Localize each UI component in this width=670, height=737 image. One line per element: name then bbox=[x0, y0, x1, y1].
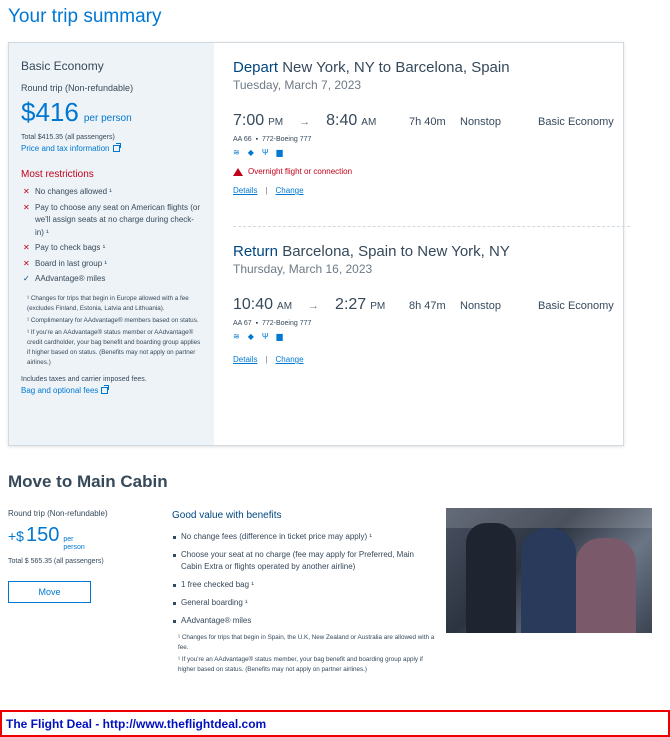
footer-text: The Flight Deal - http://www.theflightdeal.com bbox=[6, 716, 267, 731]
external-link-icon bbox=[101, 387, 108, 394]
bag-fees-link[interactable] bbox=[21, 386, 202, 395]
return-change-link[interactable]: Change bbox=[275, 355, 304, 364]
depart-route: New York, NY to Barcelona, Spain bbox=[282, 59, 510, 76]
move-title: Move to Main Cabin bbox=[8, 472, 168, 491]
restrictions-list bbox=[21, 186, 202, 286]
footer-banner bbox=[0, 710, 670, 737]
return-label: Return bbox=[233, 243, 279, 260]
list-item: ✓ AAdvantage® miles bbox=[21, 273, 202, 286]
depart-time: 7:00 bbox=[233, 112, 265, 129]
flight-info: AA 67 ▪ 772-Boeing 777 bbox=[233, 320, 312, 327]
power-icon: Ψ bbox=[261, 332, 269, 341]
list-item: ✕ Pay to choose any seat on American flights (or we'll assign seats at no charge during check-in) ¹ bbox=[23, 202, 200, 237]
depart-date: Tuesday, March 7, 2023 bbox=[233, 78, 362, 92]
warning-icon bbox=[233, 168, 243, 176]
list-item: General boarding ¹ bbox=[172, 597, 437, 609]
arrive-time: 8:40 bbox=[326, 112, 358, 129]
benefit-notes: ¹ Changes for trips that begin in Spain, the U.K, New Zealand or Australia are allowed with a fee. ¹ If you're an AAdvantage® status member, your bag benefit and boarding group apply if higher based on status. (Benefits may not apply on partner airlines.) bbox=[178, 634, 435, 673]
move-button[interactable]: Move bbox=[8, 581, 91, 603]
arrow-right-icon: → bbox=[308, 300, 320, 312]
x-icon: ✕ bbox=[23, 258, 30, 268]
list-item: 1 free checked bag ¹ bbox=[172, 579, 437, 591]
list-item: ✕ Pay to check bags ¹ bbox=[21, 242, 202, 255]
overnight-warning: Overnight flight or connection bbox=[233, 167, 628, 176]
return-date: Thursday, March 16, 2023 bbox=[233, 262, 373, 276]
cabin: Basic Economy bbox=[538, 300, 614, 312]
cabin: Basic Economy bbox=[538, 116, 614, 128]
mc-trip-type: Round trip (Non-refundable) bbox=[8, 509, 108, 518]
return-details-link[interactable]: Details bbox=[233, 355, 258, 364]
restrictions-title: Most restrictions bbox=[21, 169, 94, 180]
x-icon: ✕ bbox=[23, 202, 30, 212]
depart-segment: Depart New York, NY to Barcelona, Spain Tuesday, March 7, 2023 7:00 PM → 8:40 AM 7h 40m Nonstop Basic Economy AA 66 ▪ 772-Boeing 777 ≋ ◆ Ψ ▆ Overnight flight or connection Details | Change bbox=[233, 59, 628, 195]
mc-amount: 150 bbox=[25, 524, 60, 546]
mc-plus: +$ bbox=[8, 528, 24, 544]
wifi-icon: ≋ bbox=[233, 148, 240, 157]
power-icon: Ψ bbox=[261, 148, 269, 157]
price-tax-link-label: Price and tax information bbox=[21, 144, 110, 153]
x-icon: ✕ bbox=[23, 243, 30, 252]
fare-per-person: per person bbox=[83, 113, 132, 124]
bag-fees-link-label: Bag and optional fees bbox=[21, 385, 99, 395]
check-icon: ✓ bbox=[23, 274, 30, 283]
list-item: AAdvantage® miles bbox=[172, 615, 437, 627]
list-item: ✕ No changes allowed ¹ bbox=[21, 186, 202, 199]
benefits-list bbox=[172, 531, 437, 627]
entertainment-icon: ◆ bbox=[247, 332, 254, 341]
cabin-photo bbox=[446, 508, 652, 633]
return-route: Barcelona, Spain to New York, NY bbox=[282, 243, 510, 260]
depart-time: 10:40 bbox=[233, 296, 274, 313]
main-cabin-price bbox=[8, 509, 158, 603]
amenities bbox=[233, 332, 628, 341]
wifi-icon: ≋ bbox=[233, 332, 240, 341]
depart-change-link[interactable]: Change bbox=[275, 186, 304, 195]
benefits-title: Good value with benefits bbox=[172, 510, 282, 521]
external-link-icon bbox=[113, 145, 120, 152]
mc-total: Total $ 565.35 (all passengers) bbox=[8, 558, 104, 565]
itinerary-panel bbox=[229, 43, 623, 445]
entertainment-icon: ◆ bbox=[247, 148, 254, 157]
price-tax-link[interactable] bbox=[21, 144, 202, 153]
includes-taxes: Includes taxes and carrier imposed fees. bbox=[21, 375, 147, 383]
x-icon: ✕ bbox=[23, 187, 30, 196]
duration: 8h 47m bbox=[409, 300, 446, 312]
fare-price: $416 bbox=[21, 97, 79, 127]
page-title: Your trip summary bbox=[8, 6, 162, 27]
fare-panel bbox=[9, 43, 214, 445]
stops: Nonstop bbox=[460, 300, 501, 312]
restriction-notes: ¹ Changes for trips that begin in Europe allowed with a fee (excludes Finland, Estonia, Latvia and Lithuania). ¹ Complimentary for AAdvantage® members based on status. ¹ If you're an AAdvantage® status member or AAdvantage® credit cardholder, your bag benefit and boarding group applies if higher based on status. (Benefits may not apply on partner airlines.) bbox=[27, 294, 201, 366]
duration: 7h 40m bbox=[409, 116, 446, 128]
meal-icon: ▆ bbox=[276, 148, 283, 157]
fare-trip-type: Round trip (Non-refundable) bbox=[21, 83, 134, 93]
benefits bbox=[172, 510, 437, 677]
arrow-right-icon: → bbox=[299, 116, 311, 128]
trip-summary-card bbox=[8, 42, 624, 446]
amenities bbox=[233, 148, 628, 157]
mc-per-person: per person bbox=[63, 536, 85, 551]
list-item: ✕ Board in last group ¹ bbox=[21, 258, 202, 271]
depart-details-link[interactable]: Details bbox=[233, 186, 258, 195]
stops: Nonstop bbox=[460, 116, 501, 128]
fare-name: Basic Economy bbox=[21, 59, 104, 73]
list-item: No change fees (difference in ticket price may apply) ¹ bbox=[172, 531, 437, 543]
fare-total: Total $415.35 (all passengers) bbox=[21, 134, 115, 141]
flight-info: AA 66 ▪ 772-Boeing 777 bbox=[233, 136, 312, 143]
meal-icon: ▆ bbox=[276, 332, 283, 341]
list-item: Choose your seat at no charge (fee may apply for Preferred, Main Cabin Extra or flights operated by another airline) bbox=[172, 549, 437, 573]
depart-label: Depart bbox=[233, 59, 279, 76]
return-segment: Return Barcelona, Spain to New York, NY Thursday, March 16, 2023 10:40 AM → 2:27 PM 8h 47m Nonstop Basic Economy AA 67 ▪ 772-Boeing 777 ≋ ◆ Ψ ▆ Details | Change bbox=[233, 243, 628, 364]
arrive-time: 2:27 bbox=[335, 296, 367, 313]
segment-divider bbox=[233, 226, 630, 227]
